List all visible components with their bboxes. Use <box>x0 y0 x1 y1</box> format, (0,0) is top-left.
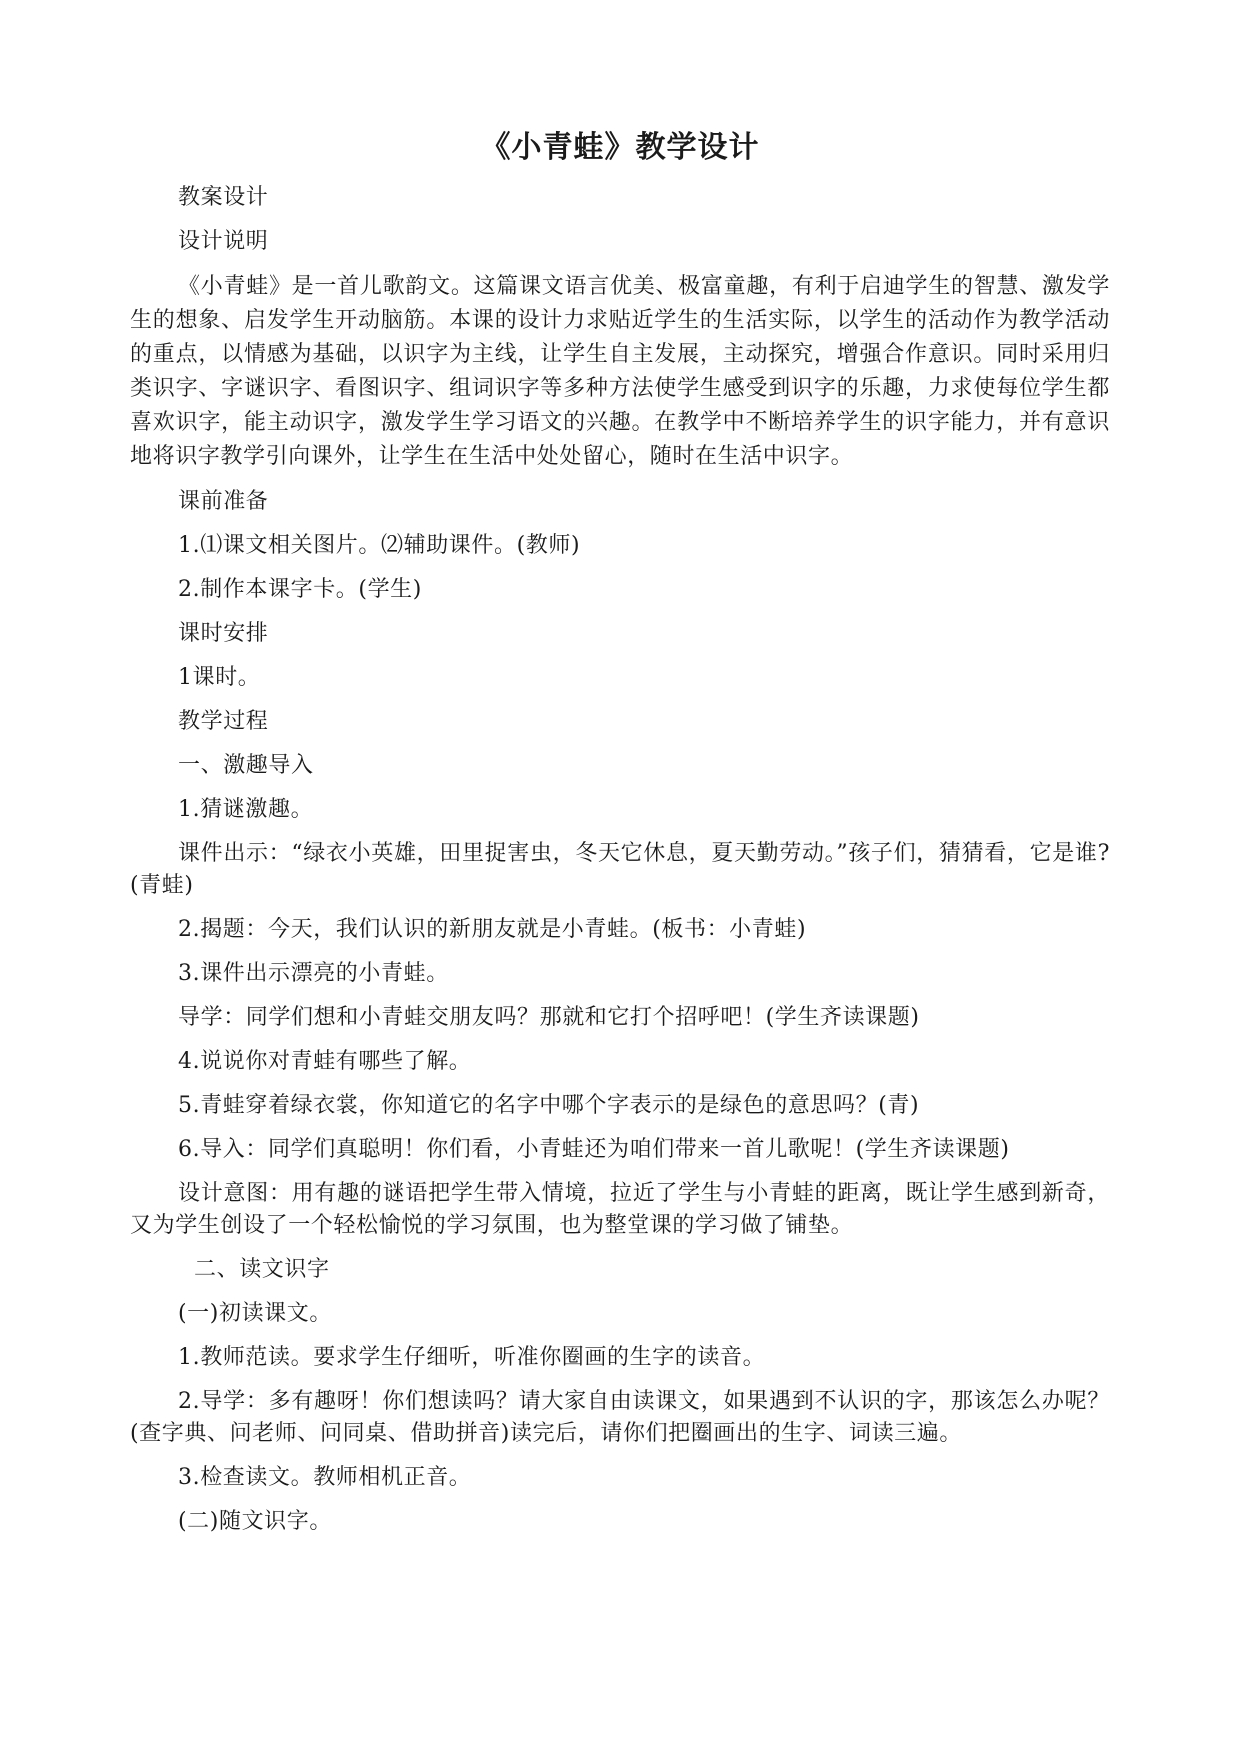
subsection-heading: (二)随文识字。 <box>178 1509 332 1534</box>
list-item: 5.青蛙穿着绿衣裳，你知道它的名字中哪个字表示的是绿色的意思吗？(青) <box>178 1093 920 1118</box>
design-description-paragraph: 《小青蛙》是一首儿歌韵文。这篇课文语言优美、极富童趣，有利于启迪学生的智慧、激发学生的想象、启发学生开动脑筋。本课的设计力求贴近学生的生活实际，以学生的活动作为教学活动的重点，以情感为基础，以识字为主线，让学生自主发展，主动探究，增强合作意识。同时采用归类识字、字谜识字、看图识字、组词识字等多种方法使学生感受到识字的乐趣，力求使每位学生都喜欢识字，能主动识字，激发学生学习语文的兴趣。在教学中不断培养学生的识字能力，并有意识地将识字教学引向课外，让学生在生活中处处留心，随时在生活中识字。 <box>130 274 1110 469</box>
body-paragraph: 1课时。 <box>178 665 261 690</box>
subsection-heading: 二、读文识字 <box>194 1257 330 1282</box>
subsection-heading: (一)初读课文。 <box>178 1301 332 1326</box>
list-item: 2.制作本课字卡。(学生) <box>178 577 422 602</box>
section-heading: 课时安排 <box>178 621 269 646</box>
list-item: 6.导入：同学们真聪明！你们看，小青蛙还为咱们带来一首儿歌呢！(学生齐读课题) <box>178 1137 1010 1162</box>
list-item: 1.教师范读。要求学生仔细听，听准你圈画的生字的读音。 <box>178 1345 766 1370</box>
body-paragraph: 导学：同学们想和小青蛙交朋友吗？那就和它打个招呼吧！(学生齐读课题) <box>178 1005 920 1030</box>
list-item: 2.导学：多有趣呀！你们想读吗？请大家自由读课文，如果遇到不认识的字，那该怎么办呢？(查字典、问老师、问同桌、借助拼音)读完后，请你们把圈画出的生字、词读三遍。 <box>130 1389 1110 1446</box>
list-item: 4.说说你对青蛙有哪些了解。 <box>178 1049 472 1074</box>
design-intent-paragraph: 设计意图：用有趣的谜语把学生带入情境，拉近了学生与小青蛙的距离，既让学生感到新奇，又为学生创设了一个轻松愉悦的学习氛围，也为整堂课的学习做了铺垫。 <box>130 1181 1110 1238</box>
section-heading: 课前准备 <box>178 489 269 514</box>
body-paragraph: 课件出示：“绿衣小英雄，田里捉害虫，冬天它休息，夏天勤劳动。”孩子们，猜猜看，它是谁?(青蛙) <box>130 841 1110 898</box>
subsection-heading: 一、激趣导入 <box>178 753 314 778</box>
list-item: 1.⑴课文相关图片。⑵辅助课件。(教师) <box>178 533 581 558</box>
section-heading: 设计说明 <box>178 229 269 254</box>
document-page <box>130 128 1110 1550</box>
list-item: 1.猜谜激趣。 <box>178 797 314 822</box>
list-item: 3.检查读文。教师相机正音。 <box>178 1465 472 1490</box>
list-item: 2.揭题：今天，我们认识的新朋友就是小青蛙。(板书：小青蛙) <box>178 917 807 942</box>
section-heading: 教案设计 <box>178 185 269 210</box>
section-heading: 教学过程 <box>178 709 269 734</box>
document-title: 《小青蛙》教学设计 <box>480 130 760 165</box>
list-item: 3.课件出示漂亮的小青蛙。 <box>178 961 449 986</box>
